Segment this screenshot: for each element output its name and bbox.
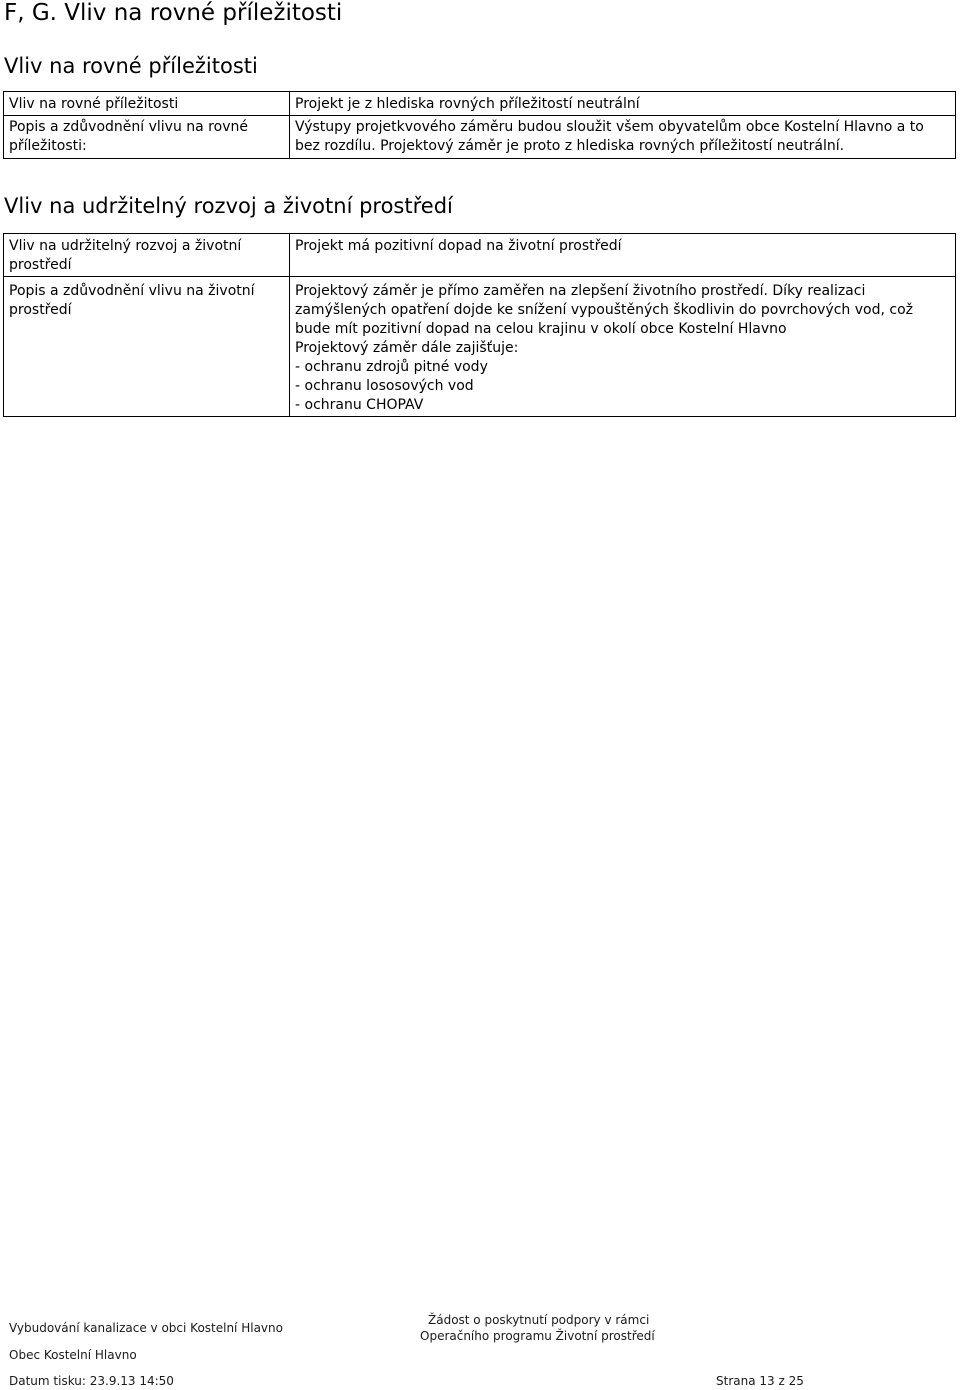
row-label: Vliv na rovné příležitosti — [4, 92, 290, 116]
description-intro-line: Projektový záměr dále zajišťuje: — [295, 340, 519, 356]
row-label: Popis a zdůvodnění vlivu na životní prostředí — [4, 277, 290, 417]
table-row — [4, 234, 956, 277]
row-label: Popis a zdůvodnění vlivu na rovné příležitosti: — [4, 116, 290, 159]
section-heading-equal-opportunities: Vliv na rovné příležitosti — [4, 54, 258, 78]
list-item: - ochranu zdrojů pitné vody — [295, 359, 488, 375]
sustainable-development-table — [3, 233, 956, 417]
section-heading-sustainable-development: Vliv na udržitelný rozvoj a životní prostředí — [4, 194, 453, 218]
row-label: Vliv na udržitelný rozvoj a životní prostředí — [4, 234, 290, 277]
equal-opportunities-table — [3, 91, 956, 159]
footer-page-number: Strana 13 z 25 — [716, 1374, 804, 1388]
row-value: Projekt má pozitivní dopad na životní prostředí — [290, 234, 956, 277]
footer-request-line1: Žádost o poskytnutí podpory v rámci — [428, 1313, 650, 1327]
footer-print-date: Datum tisku: 23.9.13 14:50 — [9, 1374, 174, 1388]
list-item: - ochranu lososových vod — [295, 378, 474, 394]
table-row — [4, 116, 956, 159]
footer-request-line2: Operačního programu Životní prostředí — [420, 1329, 655, 1343]
row-value: Projekt je z hlediska rovných příležitostí neutrální — [290, 92, 956, 116]
row-value: Výstupy projetkvového záměru budou sloužit všem obyvatelům obce Kostelní Hlavno a to bez rozdílu. Projektový záměr je proto z hlediska rovných příležitostí neutrální. — [290, 116, 956, 159]
table-row — [4, 92, 956, 116]
footer-applicant: Obec Kostelní Hlavno — [9, 1348, 137, 1362]
footer-project-name: Vybudování kanalizace v obci Kostelní Hlavno — [9, 1321, 283, 1335]
list-item: - ochranu CHOPAV — [295, 397, 424, 413]
table-row — [4, 277, 956, 417]
page-title: F, G. Vliv na rovné příležitosti — [4, 0, 343, 26]
description-paragraph: Projektový záměr je přímo zaměřen na zlepšení životního prostředí. Díky realizaci zamýšlených opatření dojde ke snížení vypouštěných škodlivin do povrchových vod, což bude mít pozitivní dopad na celou krajinu v okolí obce Kostelní Hlavno — [295, 283, 913, 337]
row-value-description — [290, 277, 956, 417]
